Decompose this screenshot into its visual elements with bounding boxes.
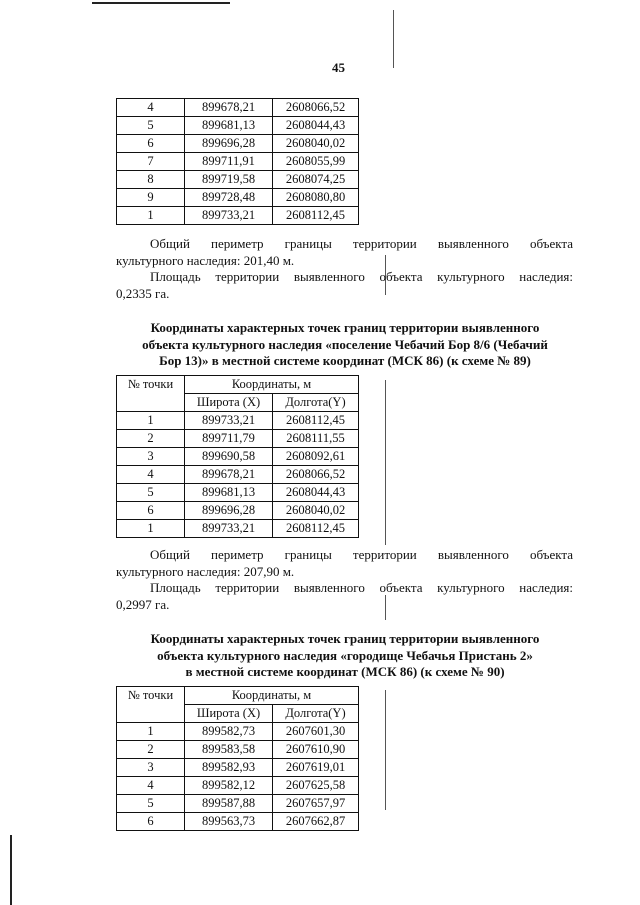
header-coords: Координаты, м [185,687,359,705]
table-row [117,189,359,207]
table-header-row [117,687,359,705]
left-edge-mark [10,835,12,905]
table-row [117,484,359,502]
point-cell: 1 [117,520,185,538]
lat-cell: 899681,13 [185,484,273,502]
area-text: Площадь территории выявленного объекта культурного наследия: [150,580,573,595]
lat-cell: 899678,21 [185,99,273,117]
point-cell: 5 [117,795,185,813]
lat-cell: 899696,28 [185,502,273,520]
lat-cell: 899681,13 [185,117,273,135]
lon-cell: 2608055,99 [273,153,359,171]
table-row [117,135,359,153]
table-row [117,99,359,117]
lat-cell: 899563,73 [185,813,273,831]
lon-cell: 2607625,58 [273,777,359,795]
lat-cell: 899582,73 [185,723,273,741]
point-cell: 8 [117,171,185,189]
header-point: № точки [117,376,185,412]
lon-cell: 2608074,25 [273,171,359,189]
table-row [117,153,359,171]
header-lat: Широта (X) [185,705,273,723]
lon-cell: 2608066,52 [273,466,359,484]
lon-cell: 2607657,97 [273,795,359,813]
lon-cell: 2607619,01 [273,759,359,777]
top-rule [92,2,230,4]
heading-line: Координаты характерных точек границ территории выявленного [150,631,540,646]
table-row [117,741,359,759]
lat-cell: 899733,21 [185,207,273,225]
header-lon: Долгота(Y) [273,394,359,412]
heading-line: объекта культурного наследия «городище Чебачья Пристань 2» [157,647,533,663]
lat-cell: 899733,21 [185,412,273,430]
heading-line: Бор 13)» в местной системе координат (МСК 86) (к схеме № 89) [159,353,531,368]
point-cell: 4 [117,466,185,484]
lat-cell: 899583,58 [185,741,273,759]
section-heading-89 [110,320,580,370]
lon-cell: 2608040,02 [273,502,359,520]
table-row [117,412,359,430]
perimeter-area-block-2 [116,547,573,613]
table-row [117,813,359,831]
header-point: № точки [117,687,185,723]
point-cell: 6 [117,135,185,153]
table-row [117,520,359,538]
point-cell: 1 [117,412,185,430]
point-cell: 4 [117,99,185,117]
table-header-row [117,376,359,394]
point-cell: 5 [117,117,185,135]
fold-line [393,10,394,68]
table-row [117,723,359,741]
point-cell: 2 [117,741,185,759]
coordinates-table-continued [116,98,359,225]
table-row [117,777,359,795]
perimeter-text-cont: культурного наследия: 207,90 м. [116,563,295,579]
lon-cell: 2608040,02 [273,135,359,153]
fold-line [385,380,386,545]
lon-cell: 2608080,80 [273,189,359,207]
perimeter-text: Общий периметр границы территории выявленного объекта [150,236,573,251]
perimeter-text: Общий периметр границы территории выявленного объекта [150,547,573,562]
table-row [117,448,359,466]
lon-cell: 2607601,30 [273,723,359,741]
table-row [117,466,359,484]
header-lon: Долгота(Y) [273,705,359,723]
lat-cell: 899678,21 [185,466,273,484]
table-row [117,117,359,135]
coordinates-table-89 [116,375,359,538]
lat-cell: 899582,12 [185,777,273,795]
table-row [117,759,359,777]
perimeter-area-block-1 [116,236,573,302]
lon-cell: 2608044,43 [273,117,359,135]
point-cell: 3 [117,448,185,466]
point-cell: 9 [117,189,185,207]
lon-cell: 2608044,43 [273,484,359,502]
point-cell: 1 [117,723,185,741]
point-cell: 6 [117,813,185,831]
lon-cell: 2608111,55 [273,430,359,448]
lon-cell: 2607610,90 [273,741,359,759]
section-heading-90 [110,631,580,681]
table-row [117,430,359,448]
perimeter-text-cont: культурного наследия: 201,40 м. [116,252,295,268]
lat-cell: 899582,93 [185,759,273,777]
header-coords: Координаты, м [185,376,359,394]
area-text-cont: 0,2335 га. [116,285,170,301]
heading-line: в местной системе координат (МСК 86) (к схеме № 90) [185,664,505,679]
table-row [117,207,359,225]
table-row [117,502,359,520]
lat-cell: 899690,58 [185,448,273,466]
page-number: 45 [332,60,345,75]
lat-cell: 899733,21 [185,520,273,538]
lon-cell: 2608066,52 [273,99,359,117]
point-cell: 4 [117,777,185,795]
area-text-cont: 0,2997 га. [116,596,170,612]
heading-line: Координаты характерных точек границ территории выявленного [150,320,540,335]
point-cell: 7 [117,153,185,171]
lat-cell: 899711,79 [185,430,273,448]
lat-cell: 899587,88 [185,795,273,813]
table-row [117,795,359,813]
point-cell: 3 [117,759,185,777]
area-text: Площадь территории выявленного объекта культурного наследия: [150,269,573,284]
lon-cell: 2608092,61 [273,448,359,466]
lat-cell: 899696,28 [185,135,273,153]
lon-cell: 2607662,87 [273,813,359,831]
lon-cell: 2608112,45 [273,520,359,538]
lon-cell: 2608112,45 [273,207,359,225]
lon-cell: 2608112,45 [273,412,359,430]
point-cell: 1 [117,207,185,225]
point-cell: 6 [117,502,185,520]
lat-cell: 899728,48 [185,189,273,207]
header-lat: Широта (X) [185,394,273,412]
point-cell: 2 [117,430,185,448]
lat-cell: 899719,58 [185,171,273,189]
coordinates-table-90 [116,686,359,831]
heading-line: объекта культурного наследия «поселение Чебачий Бор 8/6 (Чебачий [142,336,548,352]
fold-line [385,690,386,810]
lat-cell: 899711,91 [185,153,273,171]
table-row [117,171,359,189]
point-cell: 5 [117,484,185,502]
